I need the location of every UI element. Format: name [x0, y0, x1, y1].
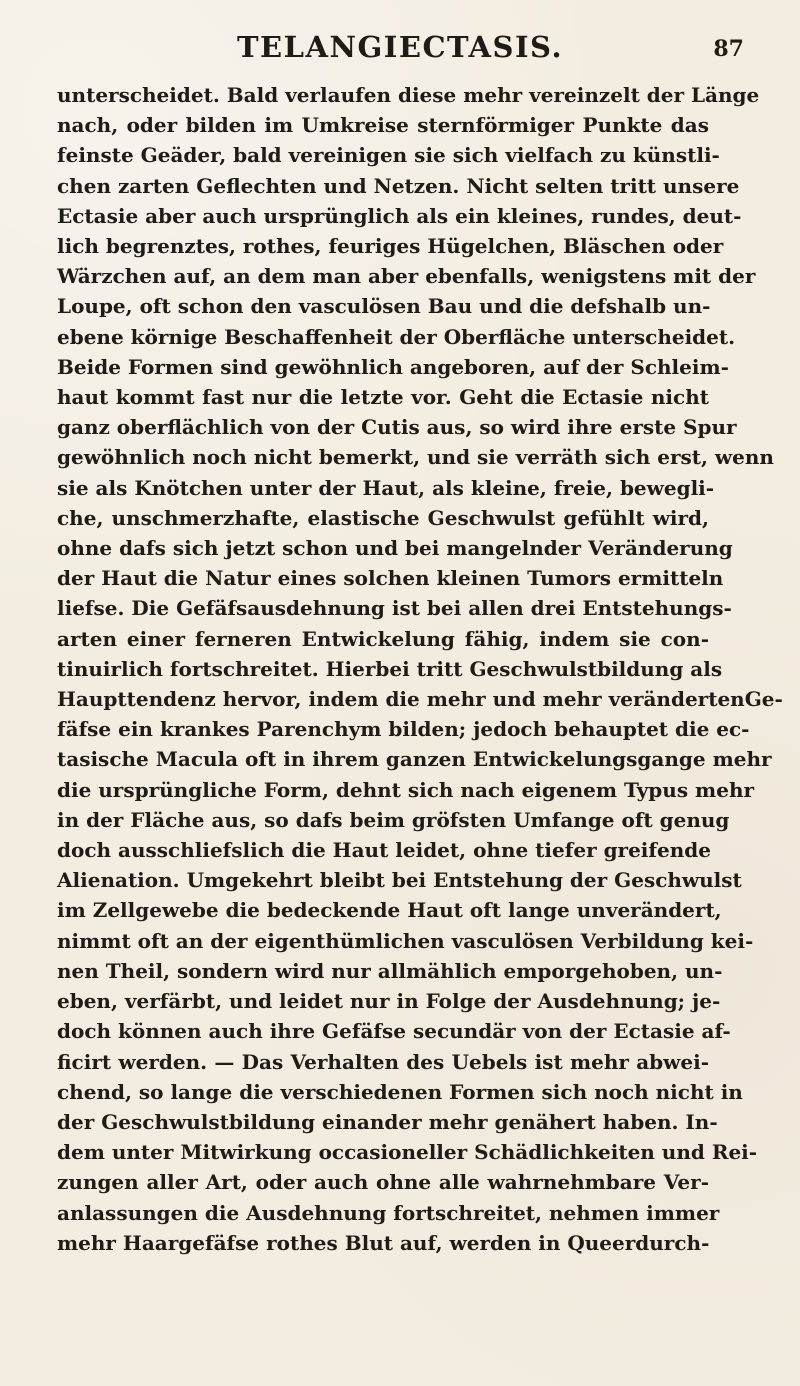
- text-line: tinuirlich fortschreitet. Hierbei tritt Geschwulstbildung als: [57, 656, 723, 681]
- text-line: nimmt oft an der eigenthümlichen vasculösen Verbildung kei-: [57, 928, 754, 953]
- text-line: doch können auch ihre Gefäfse secundär von der Ectasie af-: [57, 1019, 731, 1044]
- text-line: arten einer ferneren Entwickelung fähig, indem sie con-: [57, 626, 709, 651]
- page-number: 87: [713, 36, 744, 62]
- text-line: Wärzchen auf, an dem man aber ebenfalls, wenigstens mit der: [57, 264, 756, 289]
- text-line: eben, verfärbt, und leidet nur in Folge der Ausdehnung; je-: [57, 989, 721, 1014]
- text-line: haut kommt fast nur die letzte vor. Geht die Ectasie nicht: [57, 385, 709, 410]
- text-line: mehr Haargefäfse rothes Blut auf, werden in Queerdurch-: [57, 1230, 710, 1255]
- text-line: che, unschmerzhafte, elastische Geschwulst gefühlt wird,: [57, 505, 709, 530]
- body-text: [57, 80, 783, 1258]
- running-head-title: TELANGIECTASIS.: [236, 30, 564, 64]
- text-line: feinste Geäder, bald vereinigen sie sich vielfach zu künstli-: [57, 143, 720, 168]
- text-line: liefse. Die Gefäfsausdehnung ist bei allen drei Entstehungs-: [57, 596, 732, 621]
- text-line: gewöhnlich noch nicht bemerkt, und sie verräth sich erst, wenn: [57, 445, 774, 470]
- text-line: anlassungen die Ausdehnung fortschreitet, nehmen immer: [57, 1200, 720, 1225]
- text-line: Alienation. Umgekehrt bleibt bei Entstehung der Geschwulst: [57, 868, 742, 893]
- text-line: Loupe, oft schon den vasculösen Bau und die defshalb un-: [57, 294, 711, 319]
- text-line: der Geschwulstbildung einander mehr genähert haben. In-: [57, 1109, 718, 1134]
- text-line: unterscheidet. Bald verlaufen diese mehr vereinzelt der Länge: [57, 83, 760, 107]
- text-line: nen Theil, sondern wird nur allmählich emporgehoben, un-: [57, 958, 723, 983]
- page-header: [0, 28, 800, 76]
- text-line: Ectasie aber auch ursprünglich als ein kleines, rundes, deut-: [57, 203, 742, 228]
- text-line: chend, so lange die verschiedenen Formen sich noch nicht in: [57, 1079, 743, 1104]
- text-line: tasische Macula oft in ihrem ganzen Entwickelungsgange mehr: [57, 747, 772, 772]
- text-line: doch ausschliefslich die Haut leidet, ohne tiefer greifende: [57, 838, 711, 863]
- text-line: die ursprüngliche Form, dehnt sich nach eigenem Typus mehr: [57, 777, 755, 802]
- text-line: nach, oder bilden im Umkreise sternförmiger Punkte das: [57, 113, 709, 138]
- text-line: chen zarten Geflechten und Netzen. Nicht selten tritt unsere: [57, 173, 740, 198]
- text-line: in der Fläche aus, so dafs beim gröfsten Umfange oft genug: [57, 807, 730, 832]
- text-line: zungen aller Art, oder auch ohne alle wahrnehmbare Ver-: [57, 1170, 709, 1195]
- text-line: sie als Knötchen unter der Haut, als kleine, freie, bewegli-: [57, 475, 715, 500]
- text-line: lich begrenztes, rothes, feuriges Hügelchen, Bläschen oder: [57, 234, 724, 259]
- text-line: dem unter Mitwirkung occasioneller Schädlichkeiten und Rei-: [57, 1140, 758, 1165]
- text-line: Beide Formen sind gewöhnlich angeboren, auf der Schleim-: [57, 354, 729, 379]
- text-line: ebene körnige Beschaffenheit der Oberfläche unterscheidet.: [57, 324, 736, 349]
- text-line: der Haut die Natur eines solchen kleinen Tumors ermitteln: [57, 566, 724, 591]
- text-line: fäfse ein krankes Parenchym bilden; jedoch behauptet die ec-: [57, 717, 750, 742]
- text-line: ganz oberflächlich von der Cutis aus, so wird ihre erste Spur: [57, 415, 737, 440]
- text-line: im Zellgewebe die bedeckende Haut oft lange unverändert,: [57, 898, 722, 923]
- text-line: ohne dafs sich jetzt schon und bei mangelnder Veränderung: [57, 536, 733, 561]
- text-line: ficirt werden. — Das Verhalten des Uebels ist mehr abwei-: [57, 1049, 709, 1074]
- text-line: Haupttendenz hervor, indem die mehr und mehr verändertenGe-: [57, 687, 783, 712]
